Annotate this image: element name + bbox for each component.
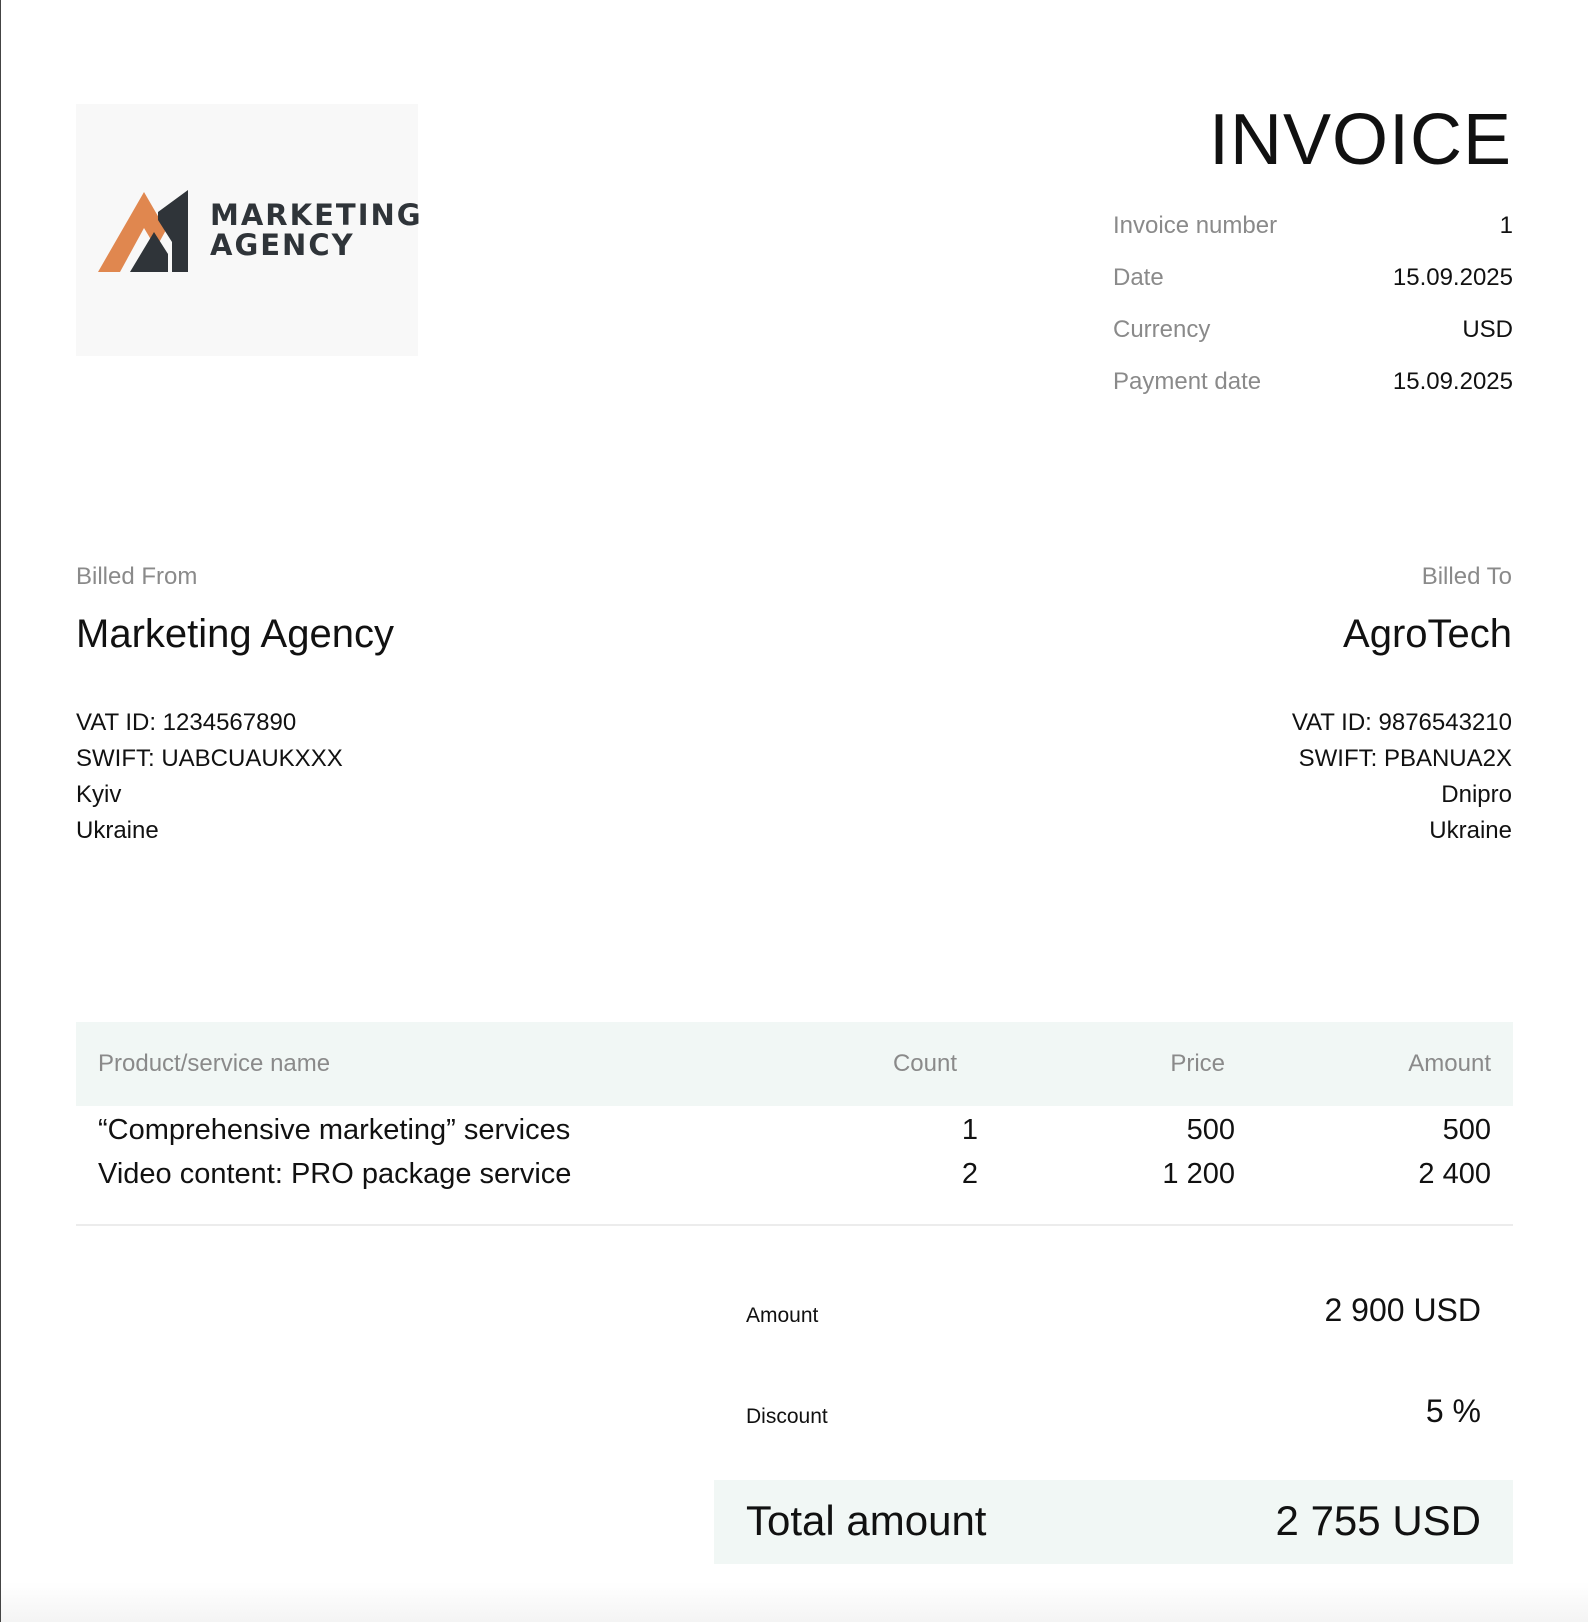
billed-from-city: Kyiv	[76, 781, 122, 808]
item-amount: 500	[1442, 1114, 1491, 1146]
billed-from-name: Marketing Agency	[76, 612, 394, 656]
table-row	[76, 1114, 1513, 1158]
items-table-header	[76, 1022, 1513, 1106]
table-row	[76, 1158, 1513, 1202]
logo-line-1: MARKETING	[210, 198, 423, 232]
summary-total-row	[714, 1480, 1513, 1564]
summary-amount-row	[714, 1270, 1513, 1371]
summary-discount-value: 5 %	[1425, 1393, 1481, 1429]
invoice-title: INVOICE	[1208, 100, 1512, 180]
summary-discount-row	[714, 1371, 1513, 1472]
invoice-meta	[1113, 200, 1513, 408]
items-table	[76, 1022, 1513, 1226]
meta-value: 15.09.2025	[1392, 264, 1513, 291]
billed-to-vat: VAT ID: 9876543210	[1291, 709, 1512, 736]
company-logo	[76, 104, 423, 356]
summary-total-value: 2 755 USD	[1275, 1497, 1481, 1544]
billed-to-name: AgroTech	[1343, 612, 1512, 656]
meta-row-currency	[1113, 304, 1513, 356]
meta-value: 15.09.2025	[1392, 368, 1513, 395]
item-amount: 2 400	[1418, 1158, 1491, 1190]
logo-line-2: AGENCY	[210, 228, 355, 262]
billed-from-label: Billed From	[76, 563, 198, 590]
billed-to-swift: SWIFT: PBANUA2X	[1298, 745, 1512, 772]
summary-amount-value: 2 900 USD	[1324, 1292, 1481, 1328]
header-count: Count	[892, 1050, 957, 1077]
meta-row-invoice-number	[1113, 200, 1513, 252]
summary-amount-label: Amount	[746, 1304, 819, 1327]
item-count: 1	[961, 1114, 978, 1146]
page-bottom-edge	[1, 1582, 1588, 1622]
summary-total-label: Total amount	[746, 1497, 987, 1544]
billed-to-country: Ukraine	[1429, 817, 1512, 844]
header-price: Price	[1170, 1050, 1225, 1077]
meta-value: 1	[1499, 212, 1513, 239]
meta-label: Date	[1113, 264, 1164, 291]
meta-label: Invoice number	[1113, 212, 1278, 239]
meta-row-date	[1113, 252, 1513, 304]
meta-label: Currency	[1113, 316, 1211, 343]
header-amount: Amount	[1408, 1050, 1491, 1077]
meta-row-payment-date	[1113, 356, 1513, 408]
billed-to-city: Dnipro	[1441, 781, 1512, 808]
item-price: 500	[1186, 1114, 1235, 1146]
billed-from-vat: VAT ID: 1234567890	[76, 709, 297, 736]
item-name: “Comprehensive marketing” services	[98, 1114, 571, 1146]
billed-to-label: Billed To	[1421, 563, 1512, 590]
meta-value: USD	[1462, 316, 1513, 343]
billed-from-details	[76, 705, 343, 849]
meta-label: Payment date	[1113, 368, 1262, 395]
item-count: 2	[961, 1158, 978, 1190]
billed-from-country: Ukraine	[76, 817, 159, 844]
billed-from-swift: SWIFT: UABCUAUKXXX	[76, 745, 343, 772]
logo-wordmark	[210, 200, 423, 260]
invoice-summary	[714, 1270, 1513, 1544]
logo-mark-icon	[98, 190, 190, 272]
item-name: Video content: PRO package service	[98, 1158, 572, 1190]
header-name: Product/service name	[98, 1050, 331, 1077]
summary-discount-label: Discount	[746, 1405, 828, 1428]
item-price: 1 200	[1162, 1158, 1235, 1190]
items-table-body	[76, 1106, 1513, 1226]
billed-to-details	[1292, 705, 1512, 849]
